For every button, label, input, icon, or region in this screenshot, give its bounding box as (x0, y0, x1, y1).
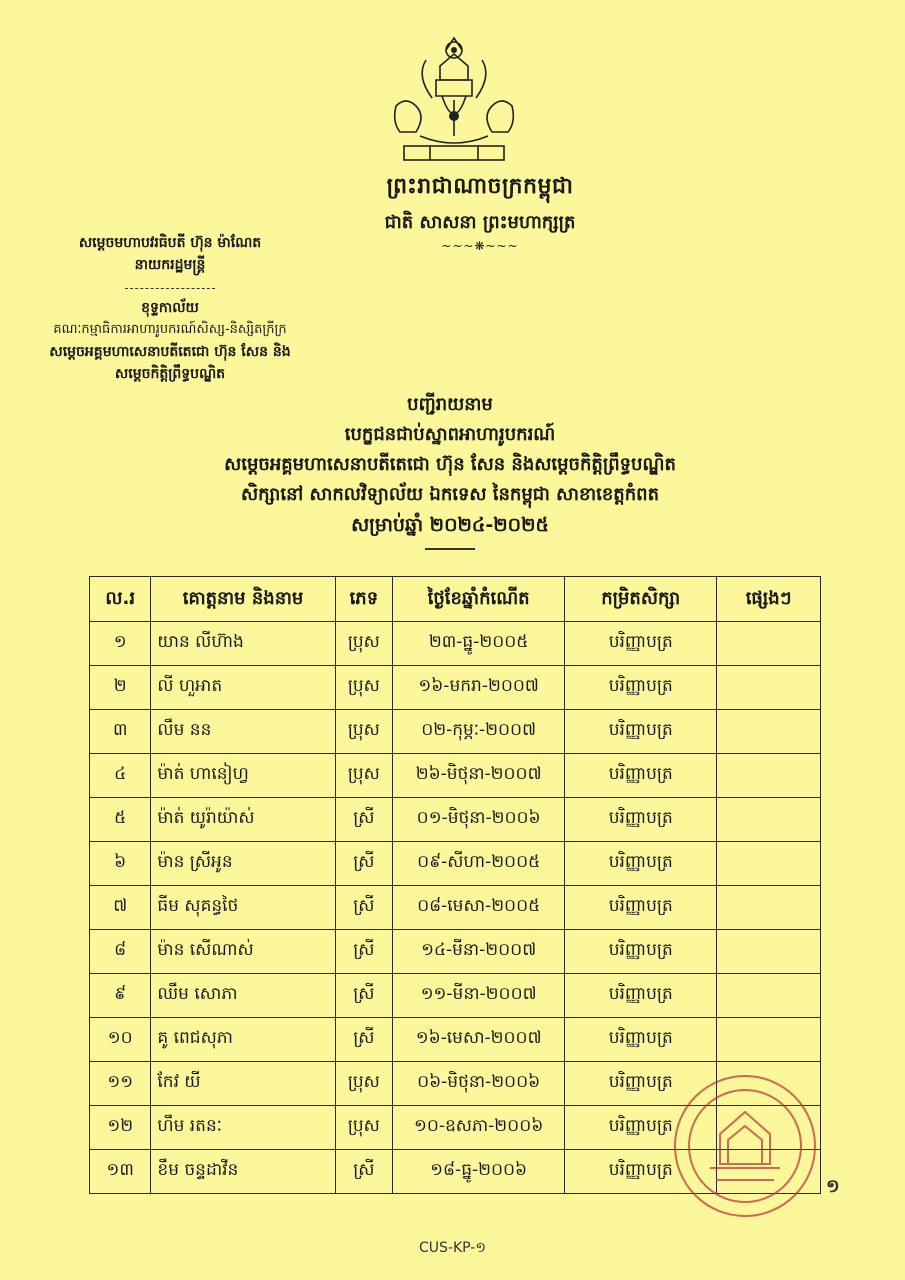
kingdom-name: ព្រះរាជាណាចក្រកម្ពុជា (386, 174, 574, 199)
cell-no: ៣ (90, 710, 151, 754)
cell-other (717, 974, 821, 1018)
cell-no: ១២ (90, 1106, 151, 1150)
table-row (90, 666, 821, 710)
cell-other (717, 1018, 821, 1062)
cell-dob: ១៦-មេសា-២០០៧ (393, 1018, 565, 1062)
issuing-office (20, 232, 320, 385)
cell-other (717, 930, 821, 974)
cell-no: ១៣ (90, 1150, 151, 1194)
official-stamp (650, 1064, 820, 1224)
cell-dob: ១៦-មករា-២០០៧ (393, 666, 565, 710)
cell-dob: ១០-ឧសភា-២០០៦ (393, 1106, 565, 1150)
header-level: កម្រិតសិក្សា (565, 577, 717, 622)
cell-sex: ស្រី (335, 1150, 392, 1194)
cell-sex: ស្រី (335, 842, 392, 886)
cell-dob: ០៨-មេសា-២០០៥ (393, 886, 565, 930)
office-line-title: នាយករដ្ឋមន្ត្រី (134, 257, 206, 273)
cell-name: ហឹម រតនៈ (151, 1106, 335, 1150)
cell-name: លី ហួអាត (151, 666, 335, 710)
header-sex: ភេទ (335, 577, 392, 622)
cell-no: ៤ (90, 754, 151, 798)
document-title: បញ្ជីរាយនាម (407, 394, 493, 415)
cell-sex: ស្រី (335, 974, 392, 1018)
cell-sex: ប្រុស (335, 622, 392, 666)
cell-level: បរិញ្ញាបត្រ (565, 1150, 717, 1194)
motto-ornament: ~~~❋~~~ (441, 239, 519, 253)
office-line-samdech-2: សម្តេចកិត្តិព្រឹទ្ធបណ្ឌិត (114, 366, 226, 382)
cell-level: បរិញ្ញាបត្រ (565, 1062, 717, 1106)
title-divider (425, 548, 475, 550)
cell-no: ១១ (90, 1062, 151, 1106)
table-row (90, 842, 821, 886)
cell-name: ម៉ាត់ យូរ៉ាយ៉ាស់ (151, 798, 335, 842)
office-line-committee: គណៈកម្មាធិការអាហារូបករណ៍សិស្ស-និស្សិតក្រីក្រ (53, 322, 287, 337)
cell-level: បរិញ្ញាបត្រ (565, 842, 717, 886)
office-line-cabinet: ខុទ្ទកាល័យ (141, 300, 199, 316)
table-row (90, 930, 821, 974)
office-line-pm: សម្តេចមហាបវរធិបតី ហ៊ុន ម៉ាណែត (78, 235, 262, 251)
cell-level: បរិញ្ញាបត្រ (565, 666, 717, 710)
cell-other (717, 622, 821, 666)
office-line-samdech: សម្តេចអគ្គមហាសេនាបតីតេជោ ហ៊ុន សែន និង (49, 344, 291, 360)
cell-name: ម៉ាន សើណាស់ (151, 930, 335, 974)
cell-sex: ប្រុស (335, 754, 392, 798)
header-other: ផ្សេងៗ (717, 577, 821, 622)
cell-dob: ០៦-មិថុនា-២០០៦ (393, 1062, 565, 1106)
cell-dob: ០៩-សីហា-២០០៥ (393, 842, 565, 886)
cell-name: កែវ យី (151, 1062, 335, 1106)
table-header-row (90, 577, 821, 622)
office-divider (125, 288, 215, 289)
cell-no: ១ (90, 622, 151, 666)
cell-dob: ១៨-ធ្នូ-២០០៦ (393, 1150, 565, 1194)
cell-other (717, 710, 821, 754)
header-no: ល.រ (90, 577, 151, 622)
cell-sex: ប្រុស (335, 1106, 392, 1150)
cell-no: ៦ (90, 842, 151, 886)
cell-no: ៩ (90, 974, 151, 1018)
table-row (90, 974, 821, 1018)
cell-name: ធីម សុគន្ធថៃ (151, 886, 335, 930)
scholarship-name: សម្តេចអគ្គមហាសេនាបតីតេជោ ហ៊ុន សែន និងសម្តេចកិត្តិព្រឹទ្ធបណ្ឌិត (224, 454, 676, 475)
royal-emblem (386, 36, 522, 166)
cell-other (717, 842, 821, 886)
header-name: គោត្តនាម និងនាម (151, 577, 335, 622)
table-row (90, 710, 821, 754)
cell-level: បរិញ្ញាបត្រ (565, 710, 717, 754)
cell-sex: ប្រុស (335, 710, 392, 754)
cell-level: បរិញ្ញាបត្រ (565, 1106, 717, 1150)
cell-level: បរិញ្ញាបត្រ (565, 974, 717, 1018)
cell-dob: ០១-មិថុនា-២០០៦ (393, 798, 565, 842)
kingdom-header (300, 172, 660, 253)
cell-other (717, 798, 821, 842)
cell-other (717, 666, 821, 710)
cell-other (717, 754, 821, 798)
cell-level: បរិញ្ញាបត្រ (565, 930, 717, 974)
cell-other (717, 886, 821, 930)
page-number: ១ (826, 1176, 840, 1197)
cell-dob: ២៦-មិថុនា-២០០៧ (393, 754, 565, 798)
cell-dob: ០២-កុម្ភៈ-២០០៧ (393, 710, 565, 754)
cell-dob: ១៤-មីនា-២០០៧ (393, 930, 565, 974)
cell-sex: ស្រី (335, 798, 392, 842)
cell-level: បរិញ្ញាបត្រ (565, 798, 717, 842)
cell-dob: ១១-មីនា-២០០៧ (393, 974, 565, 1018)
footer-code: CUS-KP-១ (419, 1240, 486, 1256)
cell-name: ម៉ាត់ ហានៀហ្វ (151, 754, 335, 798)
cell-dob: ២៣-ធ្នូ-២០០៥ (393, 622, 565, 666)
document-subtitle: បេក្ខជនជាប់ស្នាពអាហារូបករណ៍ (344, 424, 556, 445)
cell-no: ១០ (90, 1018, 151, 1062)
national-motto: ជាតិ សាសនា ព្រះមហាក្សត្រ (384, 212, 576, 233)
cell-name: ម៉ាន ស្រីអូន (151, 842, 335, 886)
cell-no: ៨ (90, 930, 151, 974)
header-dob: ថ្ងៃខែឆ្នាំកំណើត (393, 577, 565, 622)
cell-name: ឈឹម សោភា (151, 974, 335, 1018)
cell-level: បរិញ្ញាបត្រ (565, 754, 717, 798)
table-row (90, 886, 821, 930)
cell-no: ២ (90, 666, 151, 710)
table-row (90, 622, 821, 666)
cell-level: បរិញ្ញាបត្រ (565, 886, 717, 930)
cell-sex: ស្រី (335, 886, 392, 930)
cell-sex: ស្រី (335, 930, 392, 974)
university-name: សិក្សានៅ សាកលវិទ្យាល័យ ឯកទេស នៃកម្ពុជា សាខាខេត្តកំពត (240, 484, 660, 505)
cell-sex: ប្រុស (335, 1062, 392, 1106)
cell-level: បរិញ្ញាបត្រ (565, 1018, 717, 1062)
cell-no: ៧ (90, 886, 151, 930)
cell-name: គូ ពេជសុភា (151, 1018, 335, 1062)
document-title-block (100, 390, 800, 550)
table-row (90, 754, 821, 798)
cell-no: ៥ (90, 798, 151, 842)
cell-level: បរិញ្ញាបត្រ (565, 622, 717, 666)
table-row (90, 1018, 821, 1062)
cell-sex: ស្រី (335, 1018, 392, 1062)
academic-year: សម្រាប់ឆ្នាំ ២០២៤-២០២៥ (351, 514, 549, 536)
table-row (90, 798, 821, 842)
cell-sex: ប្រុស (335, 666, 392, 710)
cell-name: ខឹម ចន្ទដាវីន (151, 1150, 335, 1194)
cell-name: យាន លីហ៊ាង (151, 622, 335, 666)
cell-name: លឹម នន (151, 710, 335, 754)
